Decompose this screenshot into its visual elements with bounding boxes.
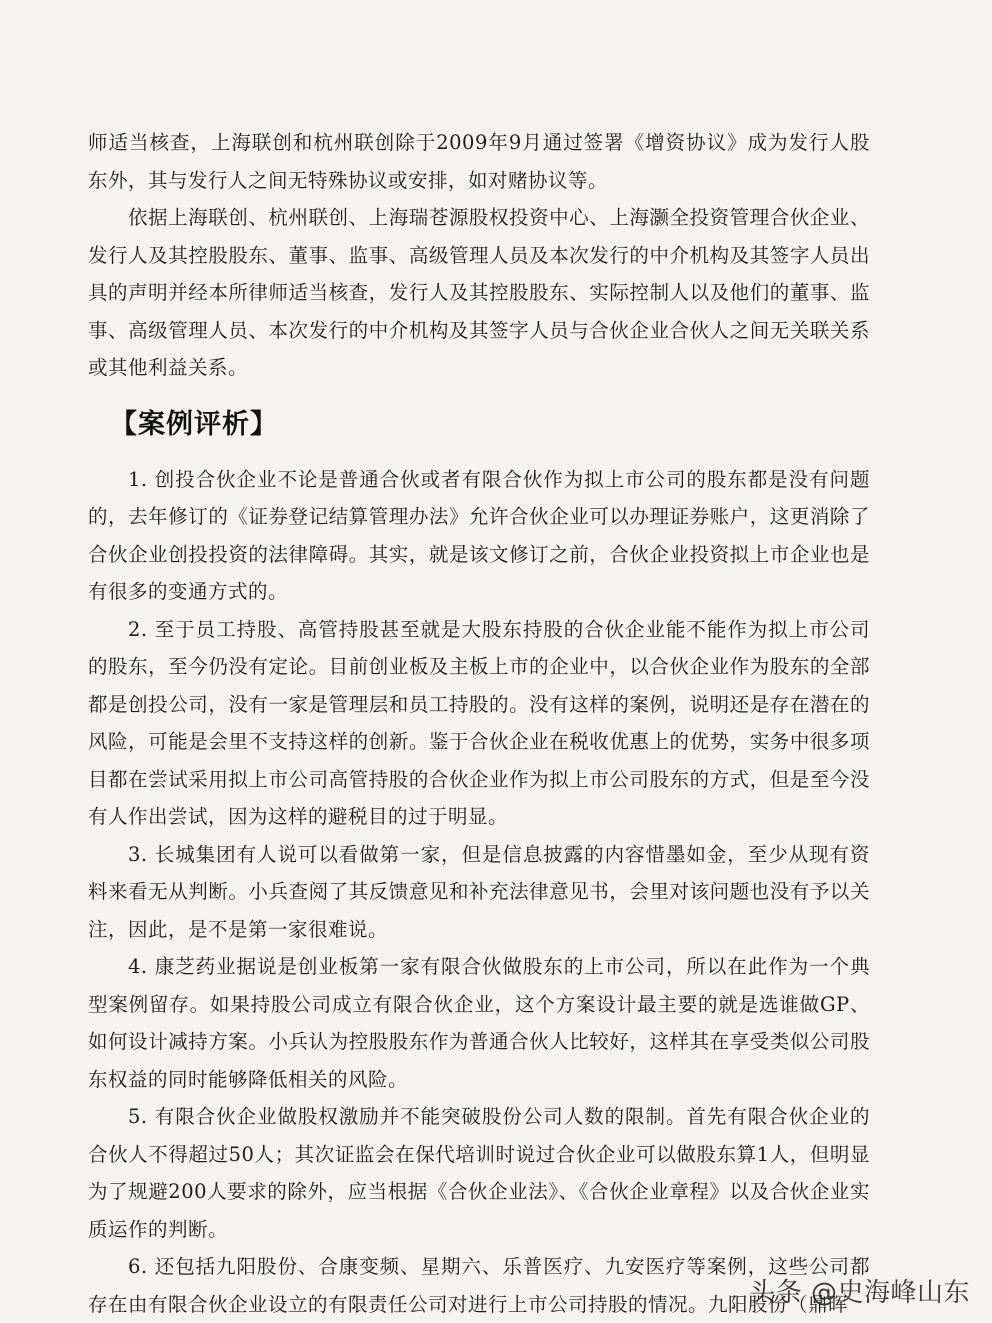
watermark: 头条 @史海峰山东 bbox=[749, 1278, 970, 1308]
paragraph-declaration: 依据上海联创、杭州联创、上海瑞苍源股权投资中心、上海灏全投资管理合伙企业、发行人及其控股股东、董事、监事、高级管理人员及本次发行的中介机构及其签字人员出具的声明并经本所律师适当核查，发行人及其控股股东、实际控制人以及他们的董事、监事、高级管理人员、本次发行的中介机构及其签字人员与合伙企业合伙人之间无关联关系或其他利益关系。 bbox=[88, 206, 870, 379]
analysis-item-2: 2. 至于员工持股、高管持股甚至就是大股东持股的合伙企业能不能作为拟上市公司的股东，至今仍没有定论。目前创业板及主板上市的企业中，以合伙企业作为股东的全部都是创投公司，没有一家是管理层和员工持股的。没有这样的案例，说明还是存在潜在的风险，可能是会里不支持这样的创新。鉴于合伙企业在税收优惠上的优势，实务中很多项目都在尝试采用拟上市公司高管持股的合伙企业作为拟上市公司股东的方式，但是至今没有人作出尝试，因为这样的避税目的过于明显。 bbox=[88, 617, 870, 828]
paragraph-continued: 师适当核查，上海联创和杭州联创除于2009年9月通过签署《增资协议》成为发行人股东外，其与发行人之间无特殊协议或安排，如对赌协议等。 bbox=[88, 131, 870, 192]
analysis-item-4: 4. 康芝药业据说是创业板第一家有限合伙做股东的上市公司，所以在此作为一个典型案例留存。如果持股公司成立有限合伙企业，这个方案设计最主要的就是选谁做GP、如何设计减持方案。小兵认为控股股东作为普通合伙人比较好，这样其在享受类似公司股东权益的同时能够降低相关的风险。 bbox=[88, 955, 870, 1091]
body-text bbox=[88, 124, 870, 1323]
analysis-item-3: 3. 长城集团有人说可以看做第一家，但是信息披露的内容惜墨如金，至少从现有资料来看无从判断。小兵查阅了其反馈意见和补充法律意见书，会里对该问题也没有予以关注，因此，是不是第一家很难说。 bbox=[88, 842, 870, 941]
section-heading: 【案例评析】 bbox=[110, 408, 278, 440]
analysis-item-6: 6. 还包括九阳股份、合康变频、星期六、乐普医疗、九安医疗等案例，这些公司都存在由有限合伙企业设立的有限责任公司对进行上市公司持股的情况。九阳股份（鼎晖 bbox=[88, 1255, 870, 1316]
analysis-item-5: 5. 有限合伙企业做股权激励并不能突破股份公司人数的限制。首先有限合伙企业的合伙人不得超过50人；其次证监会在保代培训时说过合伙企业可以做股东算1人，但明显为了规避200人要求的除外，应当根据《合伙企业法》、《合伙企业章程》以及合伙企业实质运作的判断。 bbox=[88, 1105, 870, 1241]
analysis-item-1: 1. 创投合伙企业不论是普通合伙或者有限合伙作为拟上市公司的股东都是没有问题的，去年修订的《证券登记结算管理办法》允许合伙企业可以办理证券账户，这更消除了合伙企业创投投资的法律障碍。其实，就是该文修订之前，合伙企业投资拟上市企业也是有很多的变通方式的。 bbox=[88, 467, 870, 603]
